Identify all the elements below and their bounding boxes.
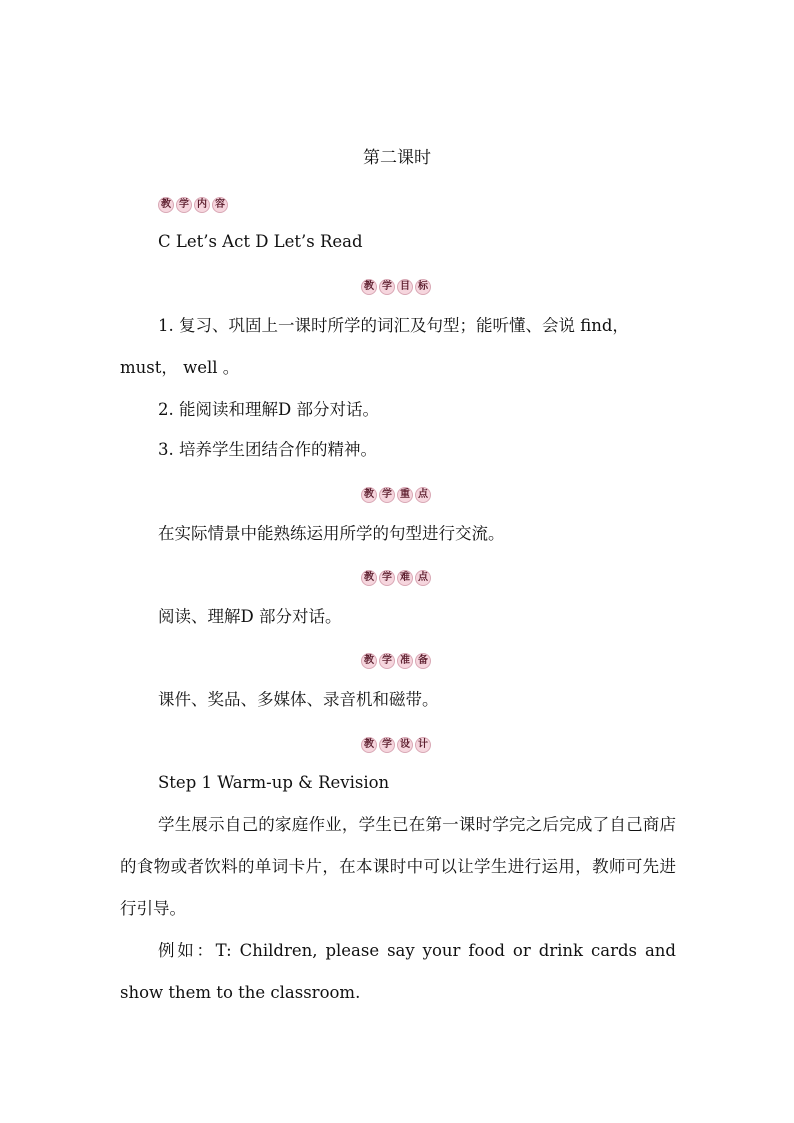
- badge-char-3: 内: [194, 197, 210, 213]
- badge-char-4: 点: [415, 570, 431, 586]
- section-heading-preparation: [0, 650, 794, 668]
- section-heading-key-points: [0, 484, 794, 502]
- badge-char-2: 学: [379, 737, 395, 753]
- goal-1-line-1: 1. 复习、巩固上一课时所学的词汇及句型；能听懂、会说 find，: [158, 316, 629, 335]
- key-points-text: 在实际情景中能熟练运用所学的句型进行交流。: [158, 524, 505, 543]
- section-heading-goals: [0, 276, 794, 294]
- badge-char-1: 教: [361, 570, 377, 586]
- section-heading-difficulties: [0, 567, 794, 585]
- section-heading-design: [0, 734, 794, 752]
- badge-char-3: 目: [397, 279, 413, 295]
- badge-char-3: 重: [397, 487, 413, 503]
- heading-badge: [158, 194, 230, 211]
- badge-char-1: 教: [158, 197, 174, 213]
- example-paragraph: 例如：T: Children, please say your food or drink cards and show them to the classroom.: [120, 941, 676, 1002]
- badge-char-2: 学: [379, 570, 395, 586]
- badge-char-1: 教: [361, 279, 377, 295]
- badge-char-4: 计: [415, 737, 431, 753]
- badge-char-2: 学: [379, 653, 395, 669]
- badge-char-3: 难: [397, 570, 413, 586]
- badge-char-2: 学: [176, 197, 192, 213]
- heading-badge: [361, 650, 433, 667]
- goal-1-line-2: must， well 。: [120, 358, 240, 377]
- badge-char-1: 教: [361, 653, 377, 669]
- badge-char-2: 学: [379, 487, 395, 503]
- preparation-text: 课件、奖品、多媒体、录音机和磁带。: [158, 690, 439, 709]
- heading-badge: [361, 734, 433, 751]
- homework-paragraph: 学生展示自己的家庭作业，学生已在第一课时学完之后完成了自己商店的食物或者饮料的单词卡片，在本课时中可以让学生进行运用，教师可先进行引导。: [120, 815, 676, 918]
- badge-char-2: 学: [379, 279, 395, 295]
- heading-badge: [361, 484, 433, 501]
- badge-char-4: 容: [212, 197, 228, 213]
- heading-badge: [361, 276, 433, 293]
- goal-2: 2. 能阅读和理解D 部分对话。: [158, 400, 379, 419]
- badge-char-4: 点: [415, 487, 431, 503]
- lesson-title: 第二课时: [363, 148, 431, 168]
- badge-char-4: 备: [415, 653, 431, 669]
- section-heading-content: [0, 194, 794, 212]
- goal-3: 3. 培养学生团结合作的精神。: [158, 440, 377, 459]
- badge-char-3: 准: [397, 653, 413, 669]
- badge-char-1: 教: [361, 737, 377, 753]
- content-text: C Let’s Act D Let’s Read: [158, 232, 363, 251]
- badge-char-1: 教: [361, 487, 377, 503]
- badge-char-4: 标: [415, 279, 431, 295]
- badge-char-3: 设: [397, 737, 413, 753]
- difficulties-text: 阅读、理解D 部分对话。: [158, 607, 342, 626]
- heading-badge: [361, 567, 433, 584]
- step-1-heading: Step 1 Warm-up & Revision: [158, 773, 390, 792]
